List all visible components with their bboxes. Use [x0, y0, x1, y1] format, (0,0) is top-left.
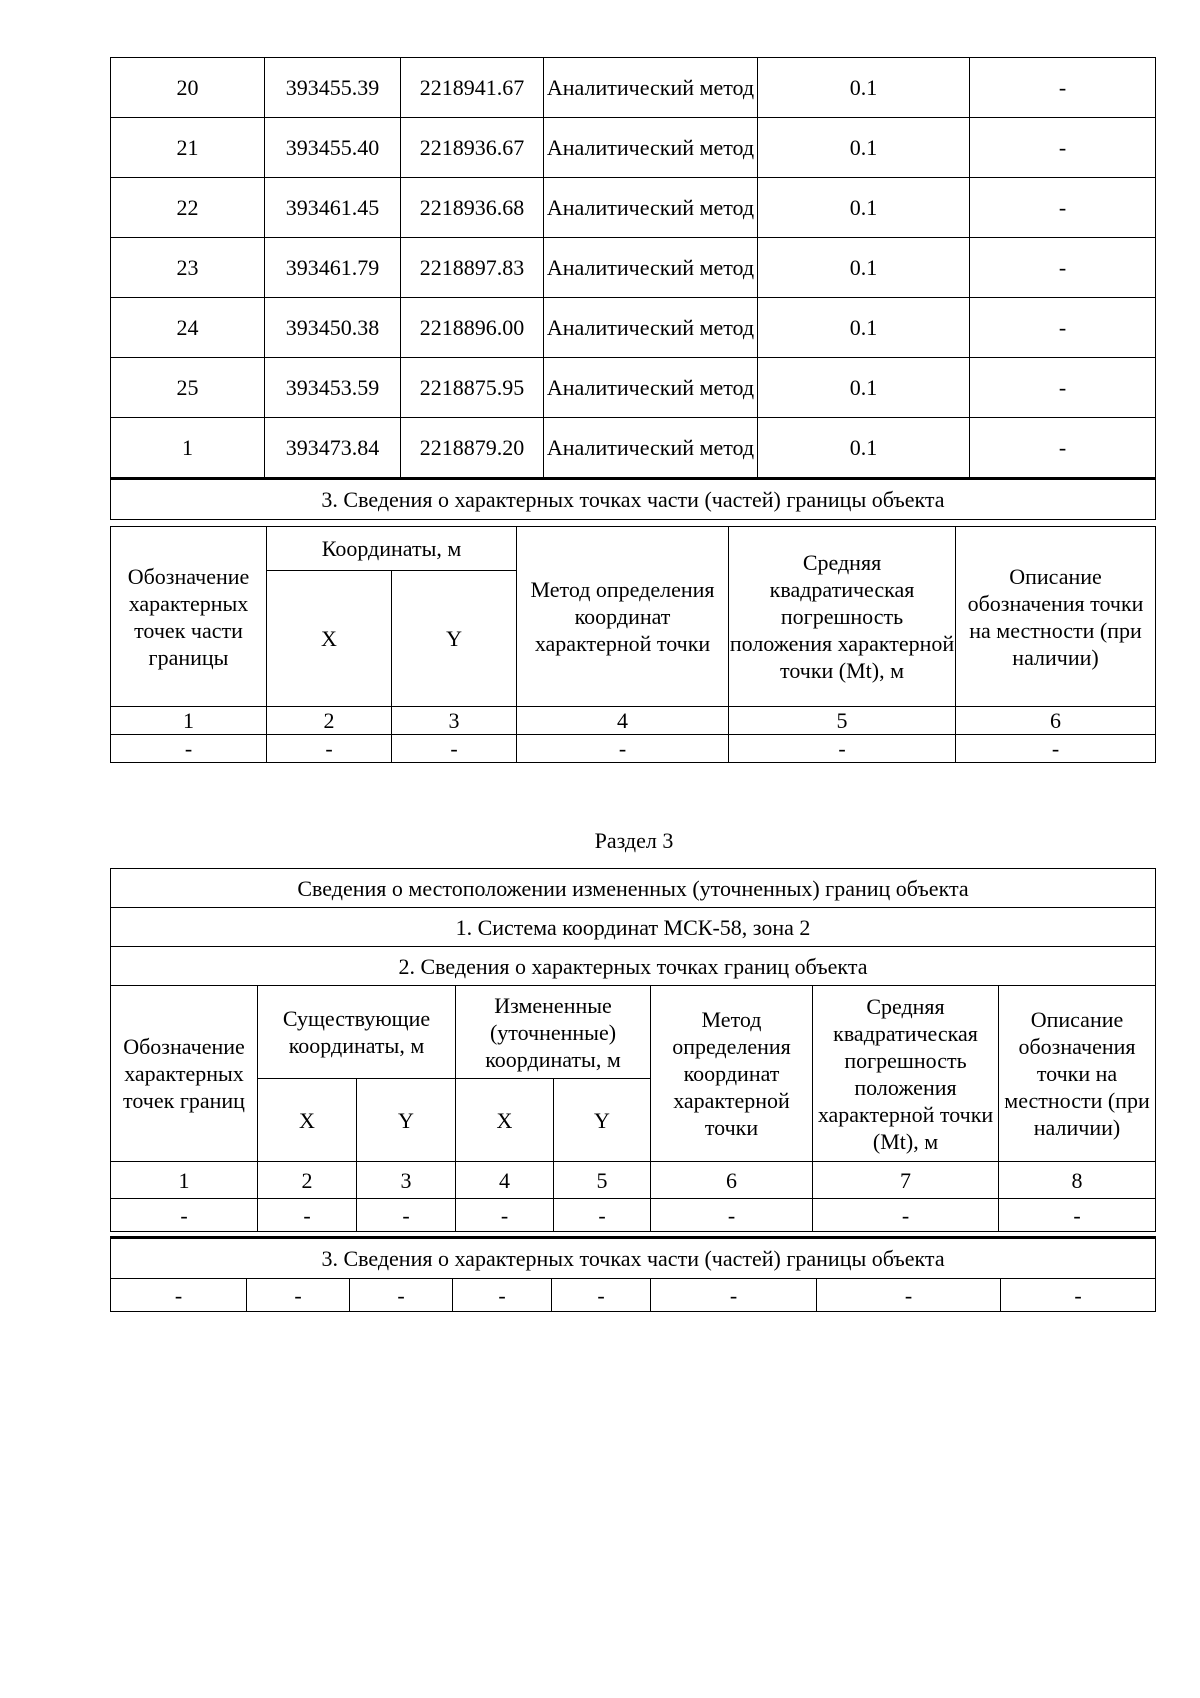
cell-desc: -: [970, 238, 1156, 298]
s3-header-changed: Измененные (уточненные) координаты, м: [456, 986, 651, 1079]
empty-cell: -: [267, 735, 392, 763]
table-row: [111, 418, 1156, 479]
cell-x: 393461.45: [265, 178, 401, 238]
empty-cell: -: [813, 1199, 999, 1232]
cell-n: 1: [111, 418, 265, 479]
cell-n: 23: [111, 238, 265, 298]
cell-desc: -: [970, 418, 1156, 479]
empty-cell: -: [111, 1199, 258, 1232]
table-row: [111, 238, 1156, 298]
cell-method: Аналитический метод: [544, 118, 758, 178]
table-row: [111, 358, 1156, 418]
part-points-table: [110, 526, 1156, 763]
cell-method: Аналитический метод: [544, 178, 758, 238]
empty-cell: -: [956, 735, 1156, 763]
part-caption: 3. Сведения о характерных точках части (частей) границы объекта: [111, 479, 1156, 520]
header-y: Y: [392, 571, 517, 707]
column-number: 2: [258, 1162, 357, 1199]
cell-x: 393461.79: [265, 238, 401, 298]
empty-cell: -: [651, 1279, 817, 1312]
empty-cell: -: [554, 1199, 651, 1232]
caption-main: Сведения о местоположении измененных (уточненных) границ объекта: [111, 869, 1156, 908]
cell-mt: 0.1: [758, 238, 970, 298]
empty-cell: -: [111, 735, 267, 763]
cell-desc: -: [970, 118, 1156, 178]
header-method: Метод определения координат характерной точки: [517, 527, 729, 707]
empty-data-row: [111, 735, 1156, 763]
cell-n: 20: [111, 58, 265, 118]
header-desc: Описание обозначения точки на местности (при наличии): [956, 527, 1156, 707]
empty-cell: -: [111, 1279, 247, 1312]
column-number: 8: [999, 1162, 1156, 1199]
empty-cell: -: [517, 735, 729, 763]
column-number: 6: [956, 707, 1156, 735]
table-row: [111, 118, 1156, 178]
s3-header-designation: Обозначение характерных точек границ: [111, 986, 258, 1162]
top-rows: [111, 58, 1156, 479]
empty-cell: -: [453, 1279, 552, 1312]
s3-header-y1: Y: [357, 1079, 456, 1162]
cell-n: 21: [111, 118, 265, 178]
cell-method: Аналитический метод: [544, 298, 758, 358]
column-number: 6: [651, 1162, 813, 1199]
cell-n: 25: [111, 358, 265, 418]
table-row: [111, 58, 1156, 118]
cell-y: 2218875.95: [401, 358, 544, 418]
empty-cell: -: [357, 1199, 456, 1232]
cell-desc: -: [970, 58, 1156, 118]
column-number: 3: [357, 1162, 456, 1199]
header-designation: Обозначение характерных точек части границы: [111, 527, 267, 707]
column-number: 2: [267, 707, 392, 735]
table-row: [111, 178, 1156, 238]
cell-mt: 0.1: [758, 418, 970, 479]
column-number: 4: [456, 1162, 554, 1199]
s3-header-y2: Y: [554, 1079, 651, 1162]
column-number: 5: [554, 1162, 651, 1199]
column-number: 4: [517, 707, 729, 735]
cell-mt: 0.1: [758, 118, 970, 178]
s3-header-x1: X: [258, 1079, 357, 1162]
cell-mt: 0.1: [758, 358, 970, 418]
cell-desc: -: [970, 358, 1156, 418]
s3-empty-data-row: [111, 1199, 1156, 1232]
empty-cell: -: [552, 1279, 651, 1312]
cell-y: 2218936.67: [401, 118, 544, 178]
empty-cell: -: [729, 735, 956, 763]
cell-y: 2218941.67: [401, 58, 544, 118]
header-mt: Средняя квадратическая погрешность положения характерной точки (Mt), м: [729, 527, 956, 707]
s3-header-x2: X: [456, 1079, 554, 1162]
cell-x: 393455.40: [265, 118, 401, 178]
empty-cell: -: [1001, 1279, 1156, 1312]
cell-x: 393453.59: [265, 358, 401, 418]
empty-cell: -: [651, 1199, 813, 1232]
column-number: 1: [111, 1162, 258, 1199]
cell-y: 2218879.20: [401, 418, 544, 479]
empty-cell: -: [456, 1199, 554, 1232]
cell-method: Аналитический метод: [544, 418, 758, 479]
column-number: 3: [392, 707, 517, 735]
caption-points: 2. Сведения о характерных точках границ объекта: [111, 947, 1156, 986]
column-number: 1: [111, 707, 267, 735]
s3-header-existing: Существующие координаты, м: [258, 986, 456, 1079]
s3-part-table: [110, 1236, 1156, 1312]
caption-system: 1. Система координат МСК-58, зона 2: [111, 908, 1156, 947]
empty-cell: -: [817, 1279, 1001, 1312]
column-number: 5: [729, 707, 956, 735]
cell-method: Аналитический метод: [544, 358, 758, 418]
empty-cell: -: [258, 1199, 357, 1232]
s3-header-desc: Описание обозначения точки на местности (при наличии): [999, 986, 1156, 1162]
empty-cell: -: [999, 1199, 1156, 1232]
cell-x: 393473.84: [265, 418, 401, 479]
cell-method: Аналитический метод: [544, 58, 758, 118]
header-x: X: [267, 571, 392, 707]
cell-y: 2218896.00: [401, 298, 544, 358]
s3-column-number-row: [111, 1162, 1156, 1199]
empty-cell: -: [392, 735, 517, 763]
empty-cell: -: [247, 1279, 350, 1312]
header-coords: Координаты, м: [267, 527, 517, 571]
cell-desc: -: [970, 298, 1156, 358]
cell-mt: 0.1: [758, 178, 970, 238]
s3-header-method: Метод определения координат характерной точки: [651, 986, 813, 1162]
table-row: [111, 298, 1156, 358]
cell-y: 2218936.68: [401, 178, 544, 238]
s3-part-empty-row: [111, 1279, 1156, 1312]
s3-part-caption: 3. Сведения о характерных точках части (частей) границы объекта: [111, 1238, 1156, 1279]
top-points-table: [110, 57, 1156, 520]
cell-mt: 0.1: [758, 298, 970, 358]
cell-desc: -: [970, 178, 1156, 238]
cell-x: 393455.39: [265, 58, 401, 118]
cell-x: 393450.38: [265, 298, 401, 358]
section-title: Раздел 3: [594, 828, 674, 853]
empty-cell: -: [350, 1279, 453, 1312]
cell-method: Аналитический метод: [544, 238, 758, 298]
column-number-row: [111, 707, 1156, 735]
cell-n: 22: [111, 178, 265, 238]
section3-table: [110, 868, 1156, 1232]
s3-header-mt: Средняя квадратическая погрешность положения характерной точки (Mt), м: [813, 986, 999, 1162]
cell-n: 24: [111, 298, 265, 358]
cell-mt: 0.1: [758, 58, 970, 118]
cell-y: 2218897.83: [401, 238, 544, 298]
column-number: 7: [813, 1162, 999, 1199]
